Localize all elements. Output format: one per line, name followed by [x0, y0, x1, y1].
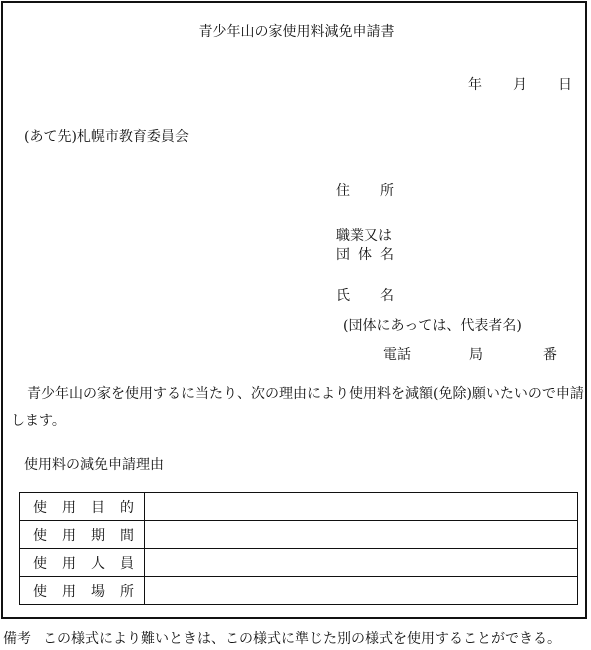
name-label: 氏 名	[336, 288, 394, 304]
phone-exchange-label: 局	[469, 347, 483, 363]
table-row	[20, 493, 578, 521]
date-year-label: 年	[468, 77, 482, 93]
table-row	[20, 549, 578, 577]
phone-number-label: 番	[543, 347, 557, 363]
usage-location-field[interactable]	[145, 577, 578, 605]
occupation-label: 職業又は	[336, 228, 392, 244]
remark-text: この様式により難いときは、この様式に準じた別の様式を使用することができる。	[43, 631, 561, 647]
usage-purpose-label: 使 用 目 的	[20, 493, 145, 521]
group-name-label: 団 体 名	[336, 247, 394, 263]
usage-headcount-field[interactable]	[145, 549, 578, 577]
table-row	[20, 521, 578, 549]
usage-period-label: 使 用 期 間	[20, 521, 145, 549]
date-month-label: 月	[513, 77, 527, 93]
usage-purpose-field[interactable]	[145, 493, 578, 521]
form-frame	[1, 1, 587, 619]
usage-table	[19, 492, 578, 605]
reason-heading: 使用料の減免申請理由	[24, 457, 164, 473]
remark-line	[3, 632, 561, 646]
table-row	[20, 577, 578, 605]
phone-label: 電話	[383, 347, 411, 363]
usage-headcount-label: 使 用 人 員	[20, 549, 145, 577]
address-label: 住 所	[336, 183, 394, 199]
remark-heading: 備考	[3, 631, 31, 647]
date-day-label: 日	[558, 77, 572, 93]
representative-note: (団体にあっては、代表者名)	[343, 318, 522, 334]
usage-period-field[interactable]	[145, 521, 578, 549]
addressee: (あて先)札幌市教育委員会	[24, 129, 189, 145]
form-title: 青少年山の家使用料減免申請書	[198, 24, 395, 40]
usage-location-label: 使 用 場 所	[20, 577, 145, 605]
application-statement: 青少年山の家を使用するに当たり、次の理由により使用料を減額(免除)願いたいので申請します。	[11, 386, 584, 429]
